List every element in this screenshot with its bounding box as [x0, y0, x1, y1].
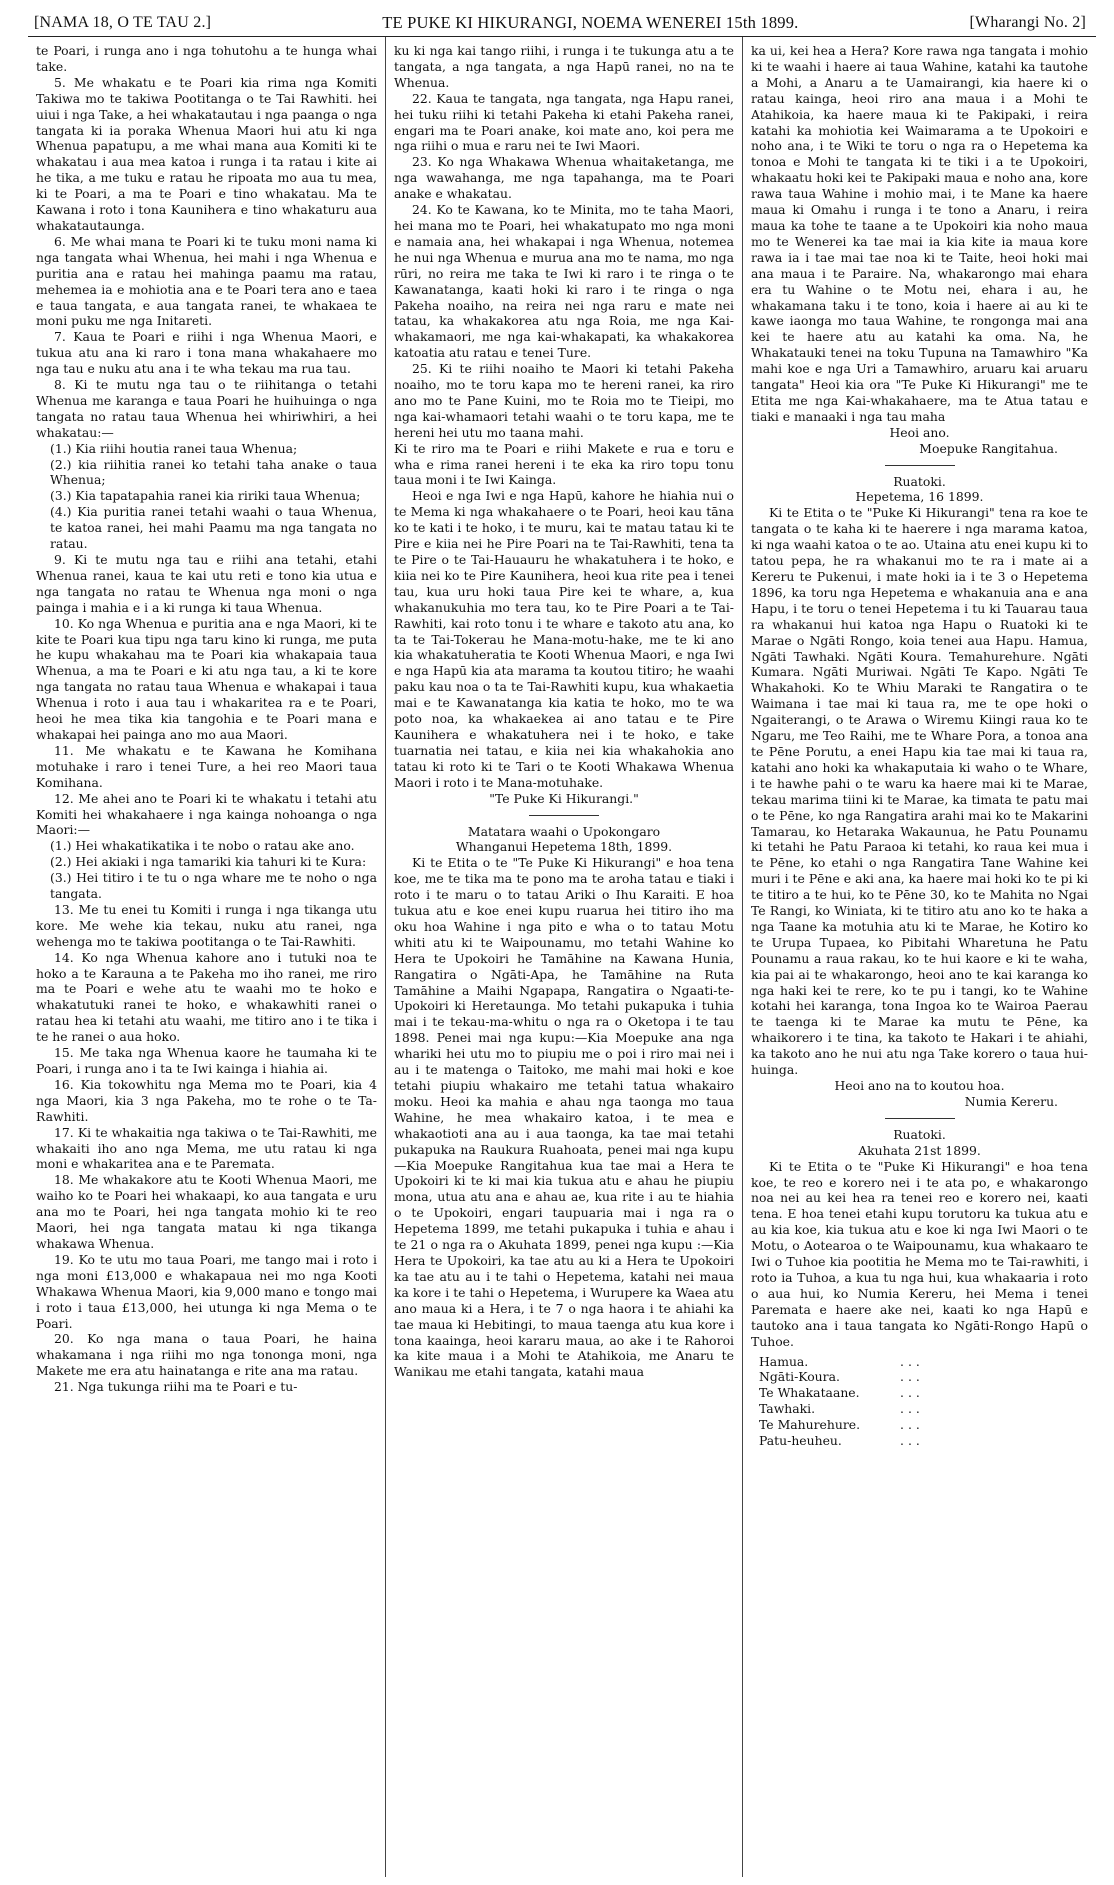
- letter-body: Ki te Etita o te "Puke Ki Hikurangi" tena ra koe te tangata o te kaha ki te haerere i nga marama katoa, ki nga waahi katoa o te ao. Utaina atu enei kupu ki to tatou pepa, he ra whakanui mo te ra i mate ai a Kereru te Pukenui, i mate hoki ia i te 3 o Hepetema 1896, ka toru nga Hepetema e whakanuia ana e ana Hapu, i te toru o tenei Hepetema i tu ki Tauarau taua ra whakanui hui katoa nga Hapu o Ruatoki ki te Marae o Ngāti Rongo, koia tenei aua Hapu. Hamua, Ngāti Tawhaki. Ngāti Koura. Temahurehure. Ngāti Kumara. Ngāti Muriwai. Ngāti Te Kapo. Ngāti Te Whakahoki. Ko te Whiu Maraki te Rangatira o te Waimana i tae mai ki taua ra, me te ope hoki o Ngaiterangi, o te Arawa o Wiremu Kiingi raua ko te Ngaru, me Teo Raihi, me te Whare Pora, a tonoa ana te Pēne Porutu, a enei Hapu kia tae mai ki taua ra, katahi ano hoki ka whakaputaia ki waho o te Whare, i te hawhe pahi o te waru ka haere mai ki te Marae, tekau marima tiini ki te Marae, ka timata te patu mai o te Pēne, ko nga Rangatira arahi mai ko te Makarini Tamarau, ko Hetaraka Wakaunua, he Patu Pounamu ki tetahi he Patu Paraoa ki tetahi, ko raua kei mua i te Pēne, ko etahi o nga Rangatira Tane Wahine kei muri i te Pēne e aki ana, ka haere mai hoki ko te pi ki te titiro a te hui, ko te Pēne 30, ko te Mahita no Ngai Te Rangi, ko Winiata, ki te titiro atu ano ko te haka a nga Taane ka motuhia atu ki te Marae, he Kotiro ko te Urupa Tupaea, ko Pibitahi Wharetuna he Patu Pounamu a raua rakau, ko te hui kaore e ki te waha, kia pai ai te whakarongo, heoi ano te kai karanga ko nga haki kei te rere, ko te pu i tangi, ko te Wahine kotahi hei karanga, tona Ingoa ko te Wairoa Paerau te taenga ki te Marae ka mutu te Pēne, ka whaikorero i te tina, ka takoto te Hakari i te ahiahi, ka takoto ano he nui atu nga Take korero o taua hui-huinga.: [751, 505, 1088, 1078]
- clause-5: 5. Me whakatu e te Poari kia rima nga Komiti Takiwa mo te takiwa Pootitanga o te Tai Rawhiti. hei uiui i nga Take, a hei whakatautau i nga paanga o nga tangata ki ia poraka Whenua Maori hui atu ki nga Whenua papatupu, a me whai mana aua Komiti ki te whakatau i aua mea katoa i runga i ta ratau i kite ai he tika, a me tuku e ratau he ripoata mo aua tu mea, ki te Poari, a ma te Poari e tino whakatau. Ma te Kawana i roto i tona Kaunihera e tino whakaturu aua whakatautaunga.: [36, 74, 377, 233]
- paragraph: Ki te riro ma te Poari e riihi Makete e rua e toru e wha e rima ranei hereni i te eka ka riro topu tonu taua moni i te Iwi Kainga.: [394, 440, 734, 488]
- letter-date: Whanganui Hepetema 18th, 1899.: [455, 839, 673, 855]
- letter-body: Ki te Etita o te "Te Puke Ki Hikurangi" e hoa tena koe, me te tika ma te pono ma te aroha tatau e tiaki i roto i te maru o to tatau Ariki o Ihu Karaiti. E hoa tukua atu e koe enei kupu ruarua hei titiro iho ma oku hoa Wahine i nga pito e wha o to tatau Motu whiti atu ki te Waipounamu, mo tetahi Wahine ko Hera te Upokoiri he Tamāhine na Kawana Hunia, Rangatira o Ngāti-Apa, he Tamāhine na Ruta Tamāhine a Maihi Ngapapa, Rangatira o Ngaati-te-Upokoiri ki Heretaunga. Mo tetahi pukapuka i tuhia mai i te tekau-ma-whitu o nga ra o Oketopa i te tau 1898. Penei mai nga kupu:—Kia Moepuke ana nga whariki hei utu mo to piupiu me o poi i riro mai nei i au i te matenga o Taitoko, me mahi mai hoki e koe tetahi piupiu whakairo me tetahi tatua whakairo moku. Heoi ka mahia e ahau nga taonga mo taua Wahine, he mea whakairo katoa, i te mea e whakaotioti ana au i aua taonga, ka tae mai tetahi pukapuka na Raukura Ruahoata, penei mai nga kupu —Kia Moepuke Rangitahua kua tae mai a Hera te Upokoiri ki te ki mai kia tukua atu e ahau he piupiu mona, utua atu ana e ahau ae, kua rite i au te hiahia o te Upokoiri, engari taupuaria mai i nga ra o Hepetema 1899, me tetahi pukapuka i tuhia e ahau i te 21 o nga ra o Akuhata 1899, penei nga kupu :—Kia Hera te Upokoiri, ka tae atu au ki a Hera te Upokoiri ka tae atu au i te tahi o Hepetema, katahi nei maua ka kore i te tahi o Hepetema, i Wurupere ka Waea atu ano maua ki a Hera, i te 7 o nga haora i te ahiahi ka tae maua ki Hebitingi, to maua taenga atu kua kore i tona kaainga, heoi kararu maua, ao ake i te Rahoroi ka kite maua i a Mohi te Atahikoia, me Anaru te Wanikau me etahi tangata, katahi maua: [394, 855, 734, 1380]
- hapu-name: Tawhaki.: [759, 1401, 816, 1417]
- letter-signature: Numia Kereru.: [964, 1093, 1058, 1109]
- letter-date: Akuhata 21st 1899.: [858, 1142, 981, 1158]
- hapu-name: Te Mahurehure.: [759, 1417, 861, 1433]
- list-item: [759, 1354, 930, 1370]
- clause-12: 12. Me ahei ano te Poari ki te whakatu i tetahi atu Komiti hei whakahaere i nga kainga nohoanga o nga Maori:—: [36, 790, 377, 838]
- page-number: [Wharangi No. 2]: [969, 14, 1086, 31]
- leader-dots: ...: [900, 1385, 924, 1401]
- leader-dots: ...: [900, 1401, 924, 1417]
- list-item: [759, 1417, 930, 1433]
- masthead-title: TE PUKE KI HIKURANGI, NOEMA WENEREI 15th 1899.: [382, 13, 799, 32]
- section-divider: [529, 815, 599, 816]
- editorial-paragraph: Heoi e nga Iwi e nga Hapū, kahore he hiahia nui o te Mema ki nga whakahaere o te Poari, heoi kau tāna ko te kati i te hoko, i te muru, kai te matau tatau ki te Pire e kiia nei he Pire Poari na te Tai-Rawhiti, tena ta te Pire o te Tai-Hauauru he whakatuhera i te hoko, e kiia nei ko te Pire Kaunihera, heoi kua rite pea i tenei tau, kua uru hoki taua Pire kei te whare, a, kua whakanukuhia mo tera tau, ko te Pire Poari a te Tai-Rawhiti, kai roto tonu i te whare e takoto atu ana, ko ta te Tai-Tokerau he Mana-motu-hake, me te ki ano kia whakatuheratia te Kooti Whenua Maori, e nga Iwi e nga Hapū kia ata marama ta koutou titiro; he waahi paku kau noa o ta te Tai-Rawhiti kupu, kua whakaetia mai e te Kawanatanga kia katia te hoko, mo te wa poto noa, ka whakaekea ai ano tatau e te Pire Kaunihera e whakatuhera nei i te hoko, e take tuarnatia nei tatau, e kiia nei kia whakahokia ano tatau ki roto ki te Tari o te Kooti Whakawa Whenua Maori i roto i te Mana-motuhake.: [394, 488, 734, 790]
- clause-9: 9. Ki te mutu nga tau e riihi ana tetahi, etahi Whenua ranei, kaua te kai utu reti e tono kia utua e nga tangata no ratau te Whenua nga moni o nga painga i mahia e i a ki runga ki taua Whenua.: [36, 552, 377, 615]
- list-item: [759, 1369, 930, 1385]
- paragraph: ku ki nga kai tango riihi, i runga i te tukunga atu a te tangata, a nga tangata, a nga Hapū ranei, no na te Whenua.: [394, 43, 734, 90]
- leader-dots: ...: [900, 1353, 924, 1369]
- clause-10: 10. Ko nga Whenua e puritia ana e nga Maori, ki te kite te Poari kua tipu nga taru kino ki runga, me puta he kupu whakahau ma te Poari kia whakapaia taua Whenua, a ma te Poari e ki atu nga tau, a ki te kore nga tangata no ratau taua Whenua e whakapai i taua Whenua i roto i aua tau i whakaritea ra e te Poari, heoi he mea tika kia tangohia e te Poari mana e whakapai hei painga ano mo aua Maori.: [36, 615, 377, 742]
- clause-20: 20. Ko nga mana o taua Poari, he haina whakamana i nga riihi mo nga tononga moni, nga Makete me era atu hainatanga e rite ana ma ratau.: [36, 1331, 377, 1379]
- sub-clause: (1.) Hei whakatikatika i te nobo o ratau ake ano.: [50, 838, 355, 854]
- clause-23: 23. Ko nga Whakawa Whenua whaitaketanga, me nga wawahanga, me nga tapahanga, ma te Poari anake e whakatau.: [394, 154, 734, 202]
- hapu-name: Patu-heuheu.: [759, 1433, 842, 1449]
- letter-closing: Heoi ano na to koutou hoa.: [834, 1078, 1005, 1093]
- column-3: [743, 37, 1096, 1877]
- clause-21: 21. Nga tukunga riihi ma te Poari e tu-: [54, 1379, 298, 1395]
- letter-heading: Ruatoki.: [893, 473, 946, 489]
- clause-13: 13. Me tu enei tu Komiti i runga i nga tikanga utu kore. Me wehe kia tekau, nuku atu ranei, nga wehenga mo te takiwa pootitanga o te Tai-Rawhiti.: [36, 901, 377, 949]
- list-item: [759, 1433, 930, 1449]
- editorial-signature: "Te Puke Ki Hikurangi.": [489, 790, 639, 806]
- columns: [28, 37, 1096, 1877]
- clause-19: 19. Ko te utu mo taua Poari, me tango mai i roto i nga moni £13,000 e whakapaua nei mo nga Kooti Whakawa Whenua Maori, kia 9,000 mano e tongo mai i roto i taua £13,000, hei utunga ki nga Mema o te Poari.: [36, 1251, 377, 1331]
- column-2: [385, 37, 743, 1877]
- hapu-name: Hamua.: [759, 1353, 809, 1369]
- issue-number: [NAMA 18, O TE TAU 2.]: [34, 14, 212, 31]
- list-item: [759, 1385, 930, 1401]
- hapu-name: Te Whakataane.: [759, 1385, 860, 1401]
- sub-clause: (4.) Kia puritia ranei tetahi waahi o taua Whenua, te katoa ranei, hei mahi Paamu ma nga tangata no ratau.: [50, 504, 377, 552]
- clause-25: 25. Ki te riihi noaiho te Maori ki tetahi Pakeha noaiho, mo te toru kapa mo te hereni ranei, ka riro ano mo te Pane Kuini, mo te Roia mo te Tieipi, mo nga kai-whamaori tetahi waahi o te toru kapa, me te hereni hei utu mo taana mahi.: [394, 361, 734, 440]
- clause-15: 15. Me taka nga Whenua kaore he taumaha ki te Poari, i runga ano i ta te Iwi kainga i hiahia ai.: [36, 1045, 377, 1076]
- sub-clause: (1.) Kia riihi houtia ranei taua Whenua;: [50, 440, 298, 456]
- section-divider: [885, 465, 955, 466]
- letter-heading: Ruatoki.: [893, 1126, 946, 1142]
- sub-clause: (3.) Kia tapatapahia ranei kia ririki taua Whenua;: [50, 488, 361, 504]
- paragraph: ka ui, kei hea a Hera? Kore rawa nga tangata i mohio ki te waahi i haere ai taua Wahine, katahi ka tautohe a Mohi, a Anaru a te Uamairangi, kia haere ki o ratau kainga, heoi riro ana maua i a Mohi te Atahikoia, ka haere maua ki te Pakipaki, i reira katahi ka mohiotia kei Waimarama a te Upokoiri e noho ana, i te Wiki te toru o nga ra o Hepetema ka tonoa e Mohi te tangata ki te tiki i a te Upokoiri, whakaatu hoki kei te Pakipaki maua e noho ana, kore rawa taua Wahine i mohio mai, i te Mane ka haere maua ki Omahu i runga i te tono a Anaru, i reira maua ka tohe te taane a te Upokoiri kia noho maua mo te Wenerei ka tae mai ia kia kite ia maua kore rawa ia i tae mai tae noa ki te Taite, heoi hoki mai ana maua i te Paraire. Na, whakarongo mai ehara era tu Wahine o te Motu nei, ehara i au, he whakamana taku i te tono, koia i haere ai au ki te kawe iaonga mo taua Wahine, te rongonga mai ana kei te haere atu au katahi ka oma. Na, he Whakatauki tenei na toku Tupuna na Tamawhiro "Ka mahi koe e nga Uri a Tamawhiro, aruaru kai aruaru tangata" Heoi kia ora "Te Puke Ki Hikurangi" me te Etita me nga Kai-whakahaere, ma te Atua tatau e tiaki e manaaki i nga tau maha: [751, 43, 1088, 424]
- column-1: [28, 37, 385, 1877]
- clause-17: 17. Ki te whakaitia nga takiwa o te Tai-Rawhiti, me whakaiti iho ano nga Mema, me utu ratau ki nga moni e whakaritea ana e te Paremata.: [36, 1124, 377, 1172]
- section-divider: [885, 1118, 955, 1119]
- clause-18: 18. Me whakakore atu te Kooti Whenua Maori, me waiho ko te Poari hei whakaapi, ko aua tangata e uru ana mo te Poari, hei nga tangata mohio ki te reo Maori, hei nga tangata matau ki nga tikanga whakawa Whenua.: [36, 1172, 377, 1251]
- clause-24: 24. Ko te Kawana, ko te Minita, mo te taha Maori, hei mana mo te Poari, hei whakatupato mo nga moni e namaia ana, hei whakapai i nga Whenua, notemea he nui nga Whenua e murua ana mo te nama, mo nga rūri, no reira me taka te Iwi ki raro i te ringa o te Kawanatanga, kaati hoki ki raro i te ringa o nga Pakeha noaiho, na reira nei nga raru e mate nei tatau, ka whakakorea atu nga Roia, me nga Kai-whakamaori, me nga kai-whakapati, ka whakakorea katoatia atu ratau e tenei Ture.: [394, 202, 734, 361]
- leader-dots: ...: [900, 1433, 924, 1449]
- letter-signature: Moepuke Rangitahua.: [919, 440, 1058, 456]
- clause-14: 14. Ko nga Whenua kahore ano i tutuki noa te hoko a te Karauna a te Pakeha mo iho ranei, me riro ma te Poari e wehe atu te waahi mo te hoko e whakatutuki ranei te hoko, e whakawhiti ranei o ratau hea ki tetahi atu waahi, me titiro ano i te tika i te he ranei o aua hoko.: [36, 949, 377, 1045]
- leader-dots: ...: [900, 1417, 924, 1433]
- letter-closing: Heoi ano.: [889, 424, 950, 440]
- sub-clause: (3.) Hei titiro i te tu o nga whare me te noho o nga tangata.: [50, 870, 377, 902]
- list-item: [759, 1401, 930, 1417]
- letter-date: Hepetema, 16 1899.: [855, 489, 984, 505]
- leader-dots: ...: [900, 1369, 924, 1385]
- hapu-list: [759, 1354, 930, 1449]
- letter-body: Ki te Etita o te "Puke Ki Hikurangi" e hoa tena koe, te reo e korero nei i te ata po, e whakarongo noa nei au kei hea ra tenei reo e korero nei, kaati tena. E hoa tenei etahi kupu torutoru ka tukua atu e au kia koe, kia tukua atu e koe ki nga Iwi Maori o te Motu, o Aotearoa o te Waipounamu, kua whakaaro te Iwi o Tuhoe kia pootitia he Mema mo te Tai-rawhiti, i roto ia Tuhoa, a kua tu nga hui, kua whakaaria i roto o aua hui, ko Numia Kereru, hei Mema i tenei Paremata e haere ake nei, kaati ko nga Hapū e tautoko ana i taua tangata ko Ngāti-Rongo Hapū o Tuhoe.: [751, 1158, 1088, 1349]
- clause-22: 22. Kaua te tangata, nga tangata, nga Hapu ranei, hei tuku riihi ki tetahi Pakeha ki etahi Pakeha ranei, engari ma te Poari anake, koi mate ano, koi pera me nga riihi o mua e raru nei te Iwi Maori.: [394, 90, 734, 154]
- page-header: [28, 10, 1096, 37]
- letter-heading: Matatara waahi o Upokongaro: [467, 823, 661, 839]
- clause-16: 16. Kia tokowhitu nga Mema mo te Poari, kia 4 nga Maori, kia 3 nga Pakeha, mo te rohe o te Ta-Rawhiti.: [36, 1076, 377, 1124]
- hapu-name: Ngāti-Koura.: [759, 1369, 840, 1385]
- sub-clause: (2.) Hei akiaki i nga tamariki kia tahuri ki te Kura:: [50, 854, 367, 870]
- clause-8: 8. Ki te mutu nga tau o te riihitanga o tetahi Whenua me karanga e taua Poari he huihuinga o nga tangata no ratau taua Whenua hei whiriwhiri, a hei whakatau:—: [36, 377, 377, 440]
- sub-clause: (2.) kia riihitia ranei ko tetahi taha anake o taua Whenua;: [50, 456, 377, 488]
- clause-11: 11. Me whakatu e te Kawana he Komihana motuhake i raro i tenei Ture, a hei reo Maori taua Komihana.: [36, 742, 377, 790]
- paragraph: te Poari, i runga ano i nga tohutohu a te hunga whai take.: [36, 43, 377, 74]
- clause-7: 7. Kaua te Poari e riihi i nga Whenua Maori, e tukua atu ana ki raro i tona mana whakahaere mo nga tau e nuku atu ana i te wha tekau ma rua tau.: [36, 329, 377, 377]
- clause-6: 6. Me whai mana te Poari ki te tuku moni nama ki nga tangata whai Whenua, hei mahi i nga Whenua e puritia ana e ratau hei mahinga paamu ma ratau, mehemea ia e mohiotia ana e te Poari tera ano e taea e taua tangata, e aua tangata ranei, te whakaea te moni puku me nga Initareti.: [36, 233, 377, 329]
